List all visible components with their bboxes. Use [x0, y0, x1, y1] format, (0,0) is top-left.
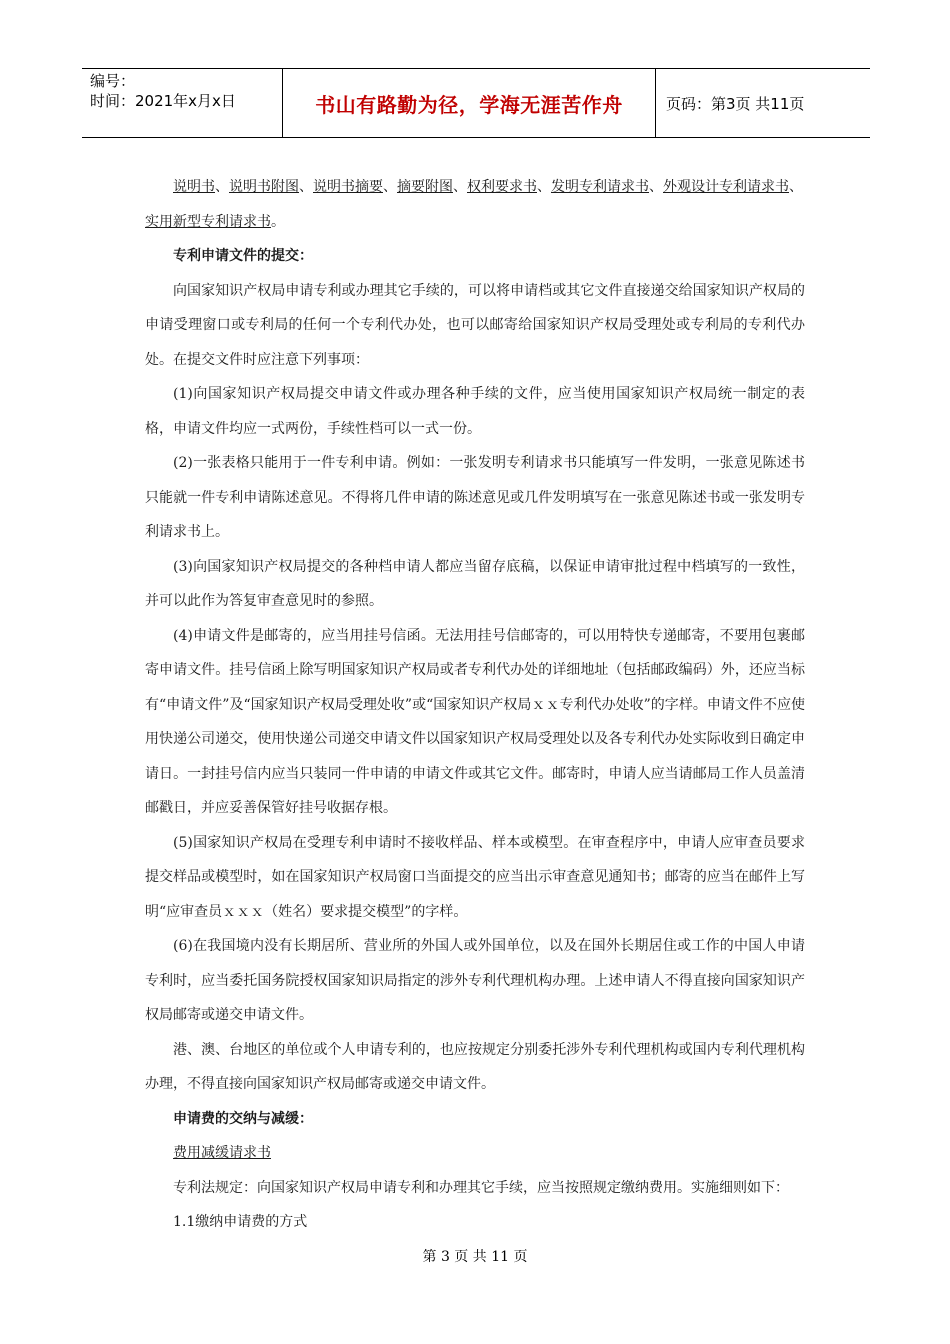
paragraph-item-2: (2)一张表格只能用于一件专利申请。例如：一张发明专利请求书只能填写一件发明，一张意见陈述书只能就一件专利申请陈述意见。不得将几件申请的陈述意见或几件发明填写在一张意见陈述书或一张发明专利请求书上。: [145, 455, 805, 540]
page-footer: 第 3 页 共 11 页: [422, 1249, 528, 1265]
section-heading-submission: 专利申请文件的提交：: [173, 248, 313, 264]
document-body: [145, 170, 805, 1240]
document-number-label: 编号：: [90, 72, 136, 90]
header-motto: 书山有路勤为径，学海无涯苦作舟: [282, 69, 656, 137]
section-heading-fee: 申请费的交纳与减缓：: [173, 1110, 313, 1127]
link-design-request[interactable]: 外观设计专利请求书: [663, 179, 789, 195]
link-manual-abstract[interactable]: 说明书摘要: [313, 179, 383, 195]
header-page-info: 页码：第3页 共11页: [666, 94, 805, 113]
paragraph-hk-note: 港、澳、台地区的单位或个人申请专利的，也应按规定分别委托涉外专利代理机构或国内专利代理机构办理，不得直接向国家知识产权局邮寄或递交申请文件。: [145, 1041, 805, 1092]
link-manual[interactable]: 说明书: [173, 179, 215, 195]
link-abstract-drawing[interactable]: 摘要附图: [397, 179, 453, 195]
paragraph-fee-sub: 1.1缴纳申请费的方式: [173, 1214, 308, 1230]
paragraph-item-3: (3)向国家知识产权局提交的各种档申请人都应当留存底稿，以保证申请审批过程中档填写的一致性，并可以此作为答复审查意见时的参照。: [145, 558, 805, 609]
paragraph-item-5: (5)国家知识产权局在受理专利申请时不接收样品、样本或模型。在审查程序中，申请人应审查员要求提交样品或模型时，如在国家知识产权局窗口当面提交的应当出示审查意见通知书；邮寄的应当在邮件上写明“应审查员ｘｘｘ（姓名）要求提交模型”的字样。: [145, 834, 805, 920]
form-links-list: 说明书、说明书附图、说明书摘要、摘要附图、权利要求书、发明专利请求书、外观设计专利请求书、实用新型专利请求书。: [145, 179, 803, 230]
link-invention-request[interactable]: 发明专利请求书: [551, 179, 649, 195]
paragraph-item-6: (6)在我国境内没有长期居所、营业所的外国人或外国单位，以及在国外长期居住或工作的中国人申请专利时，应当委托国务院授权国家知识局指定的涉外专利代理机构办理。上述申请人不得直接向国家知识产权局邮寄或递交申请文件。: [145, 938, 805, 1023]
paragraph-item-1: (1)向国家知识产权局提交申请文件或办理各种手续的文件，应当使用国家知识产权局统一制定的表格，申请文件均应一式两份，手续性档可以一式一份。: [145, 386, 805, 437]
link-manual-drawings[interactable]: 说明书附图: [229, 179, 299, 195]
link-fee-reduction-request[interactable]: 费用减缓请求书: [173, 1145, 271, 1161]
link-utility-request[interactable]: 实用新型专利请求书: [145, 213, 271, 230]
page-header: [82, 68, 870, 138]
fee-reduction-link-line: [145, 1136, 805, 1171]
header-meta: [82, 69, 282, 137]
paragraph-fee-rule: 专利法规定：向国家知识产权局申请专利和办理其它手续，应当按照规定缴纳费用。实施细则如下：: [173, 1179, 789, 1196]
paragraph-item-4: (4)申请文件是邮寄的，应当用挂号信函。无法用挂号信邮寄的，可以用特快专递邮寄，不要用包裹邮寄申请文件。挂号信函上除写明国家知识产权局或者专利代办处的详细地址（包括邮政编码）外，还应当标有“申请文件”及“国家知识产权局受理处收”或“国家知识产权局ｘｘ专利代办处收”的字样。申请文件不应使用快递公司递交，使用快递公司递交申请文件以国家知识产权局受理处以及各专利代办处实际收到日确定申请日。一封挂号信内应当只装同一件申请的申请文件或其它文件。邮寄时，申请人应当请邮局工作人员盖清邮戳日，并应妥善保管好挂号收据存根。: [145, 627, 805, 816]
link-claims[interactable]: 权利要求书: [467, 179, 537, 195]
paragraph-submission-intro: 向国家知识产权局申请专利或办理其它手续的，可以将申请档或其它文件直接递交给国家知识产权局的申请受理窗口或专利局的任何一个专利代办处，也可以邮寄给国家知识产权局受理处或专利局的专利代办处。在提交文件时应注意下列事项：: [145, 282, 805, 368]
document-date-label: 时间：2021年x月x日: [90, 92, 236, 110]
